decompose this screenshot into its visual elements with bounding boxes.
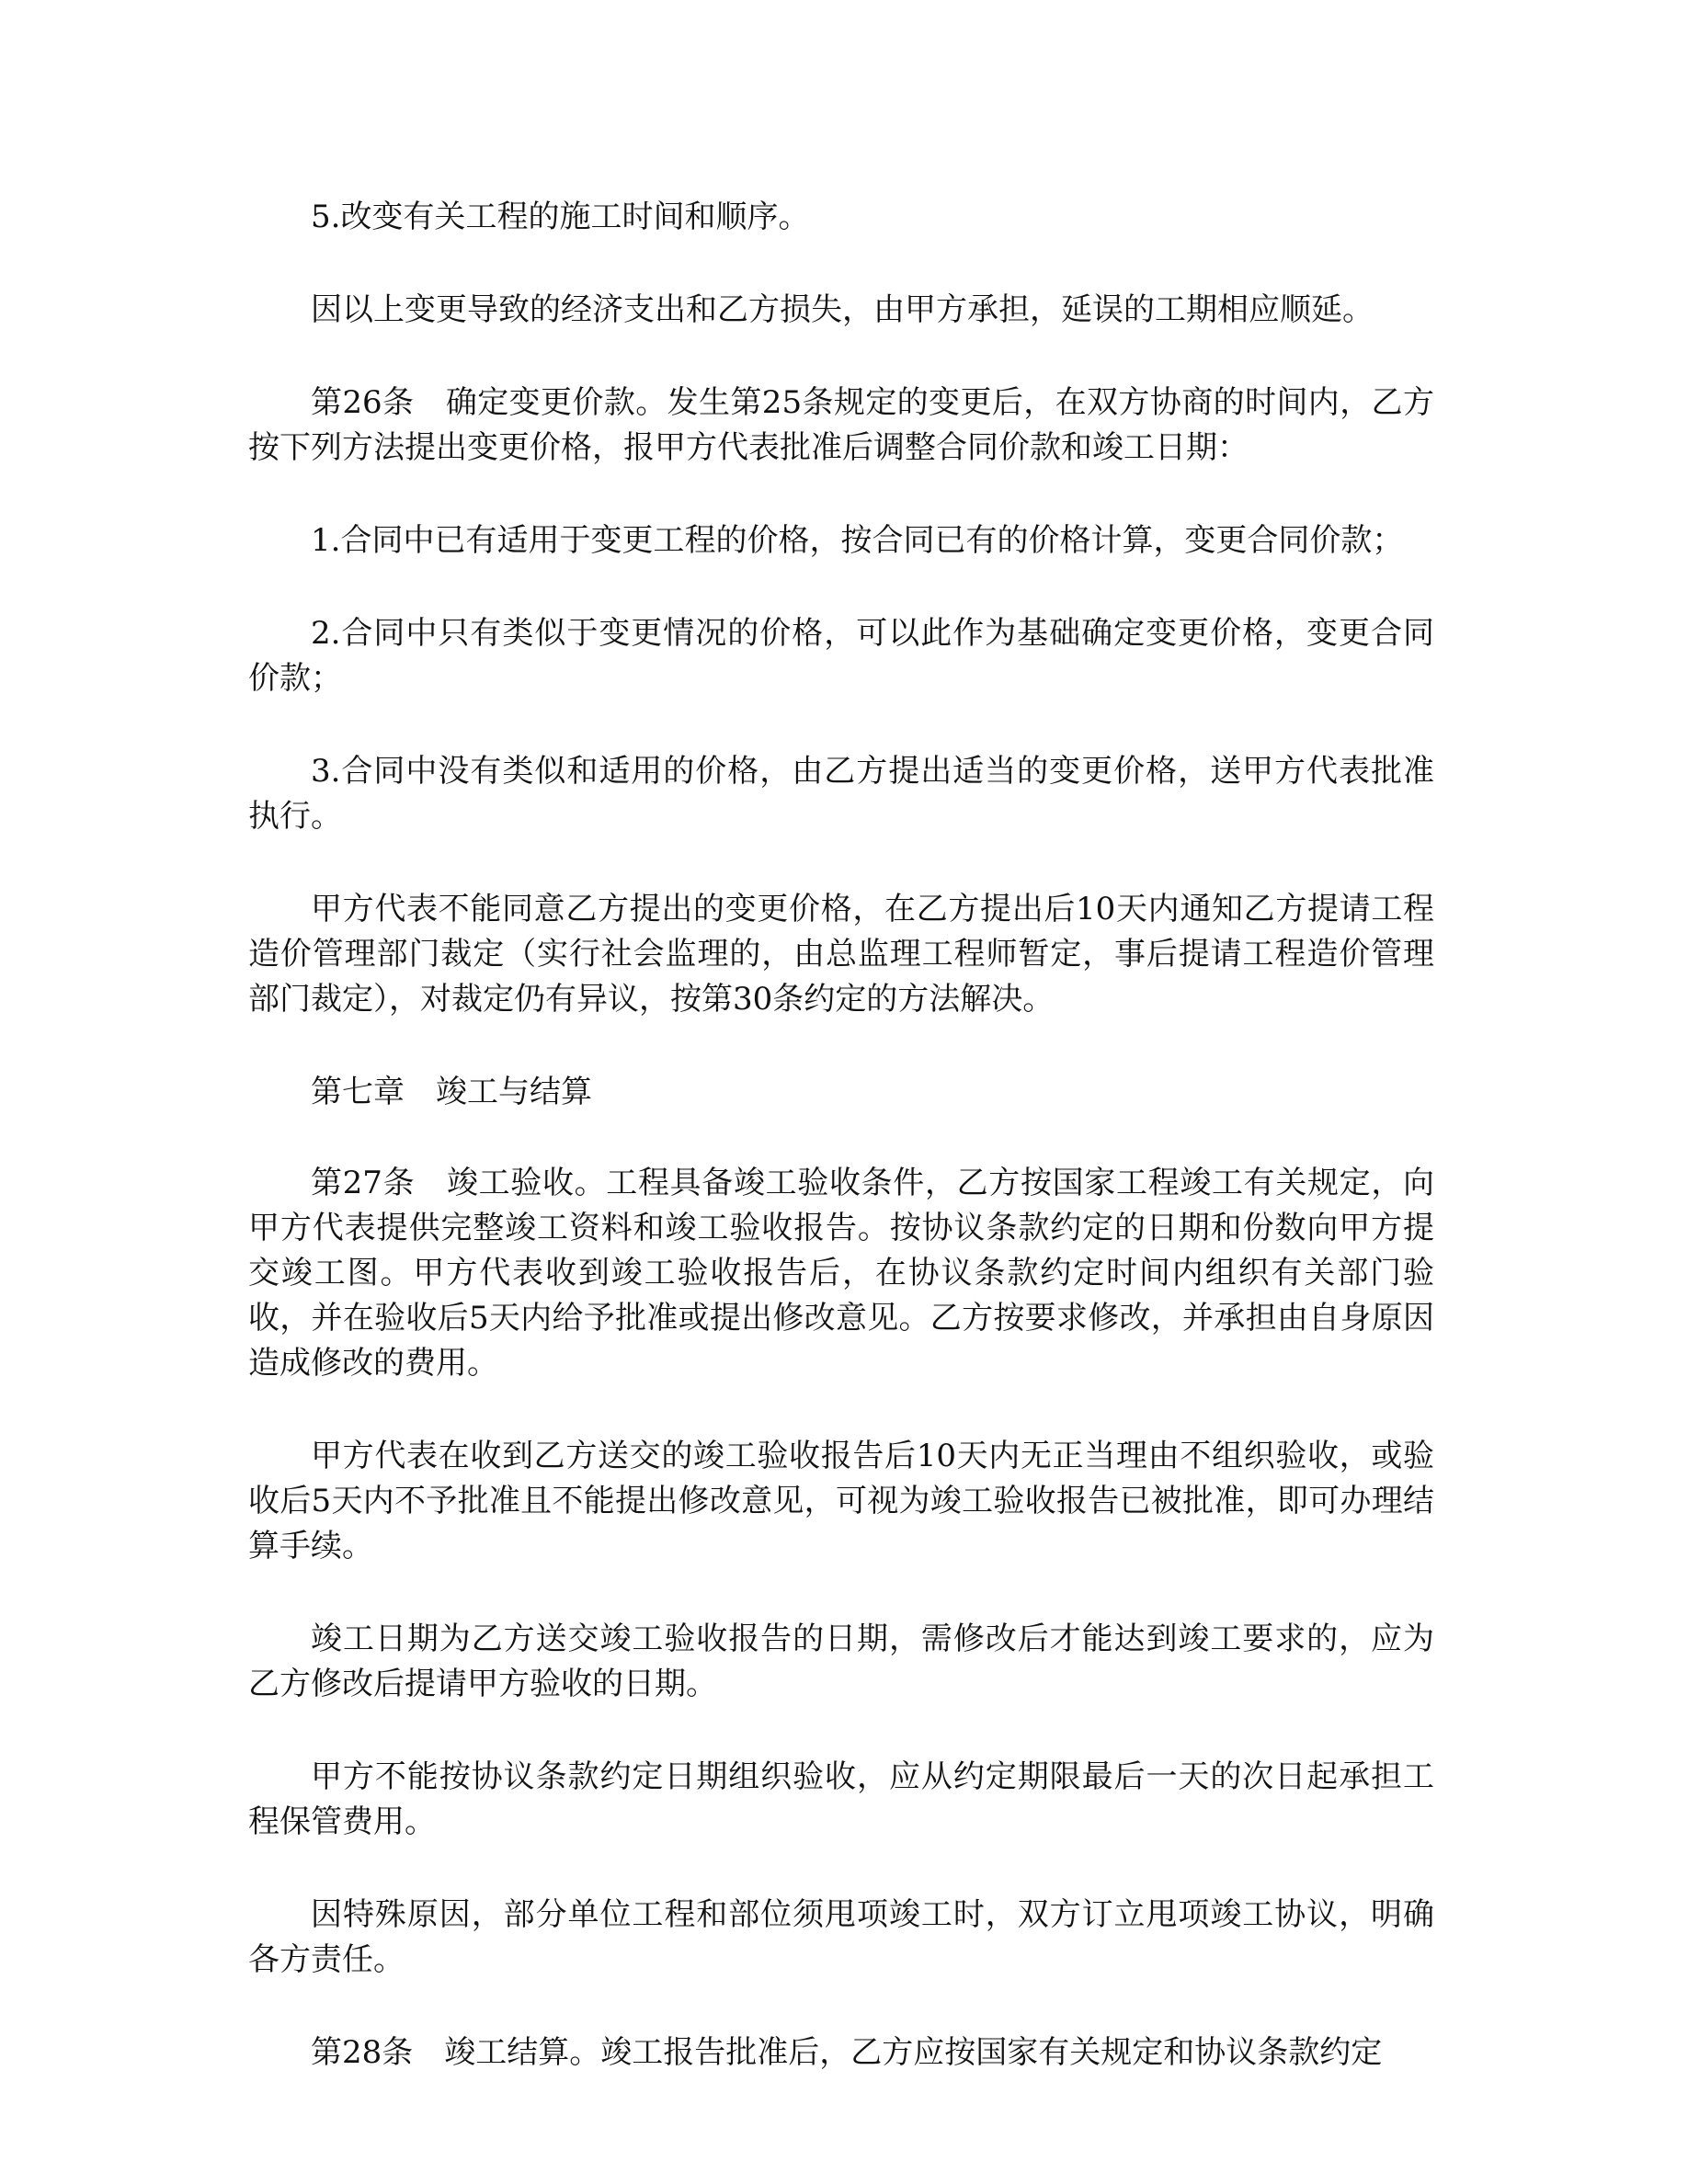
paragraph-article-28: 第28条 竣工结算。竣工报告批准后，乙方应按国家有关规定和协议条款约定 [311, 2034, 1383, 2071]
paragraph-completion-date: 竣工日期为乙方送交竣工验收报告的日期，需修改后才能达到竣工要求的，应为乙方修改后提请甲方验收的日期。 [248, 1621, 1434, 1702]
paragraph-item-5: 5.改变有关工程的施工时间和顺序。 [311, 199, 810, 235]
paragraph-method-3: 3.合同中没有类似和适用的价格，由乙方提出适当的变更价格，送甲方代表批准执行。 [248, 753, 1434, 835]
chapter-heading-7: 第七章 竣工与结算 [311, 1074, 592, 1110]
document-body [248, 195, 1434, 2123]
paragraph-price-dispute: 甲方代表不能同意乙方提出的变更价格，在乙方提出后10天内通知乙方提请工程造价管理部门裁定（实行社会监理的，由总监理工程师暂定，事后提请工程造价管理部门裁定），对裁定仍有异议，按第30条约定的方法解决。 [248, 891, 1434, 1018]
paragraph-article-27: 第27条 竣工验收。工程具备竣工验收条件，乙方按国家工程竣工有关规定，向甲方代表提供完整竣工资料和竣工验收报告。按协议条款约定的日期和份数向甲方提交竣工图。甲方代表收到竣工验收报告后，在协议条款约定时间内组织有关部门验收，并在验收后5天内给予批准或提出修改意见。乙方按要求修改，并承担由自身原因造成修改的费用。 [248, 1165, 1434, 1382]
paragraph-method-2: 2.合同中只有类似于变更情况的价格，可以此作为基础确定变更价格，变更合同价款； [248, 615, 1434, 697]
paragraph-change-losses: 因以上变更导致的经济支出和乙方损失，由甲方承担，延误的工期相应顺延。 [311, 291, 1374, 328]
paragraph-partial-completion: 因特殊原因，部分单位工程和部位须甩项竣工时，双方订立甩项竣工协议，明确各方责任。 [248, 1896, 1434, 1978]
paragraph-acceptance-deadline: 甲方代表在收到乙方送交的竣工验收报告后10天内无正当理由不组织验收，或验收后5天内不予批准且不能提出修改意见，可视为竣工验收报告已被批准，即可办理结算手续。 [248, 1438, 1434, 1564]
paragraph-article-26: 第26条 确定变更价款。发生第25条规定的变更后，在双方协商的时间内，乙方按下列方法提出变更价格，报甲方代表批准后调整合同价款和竣工日期： [248, 384, 1434, 466]
paragraph-storage-cost: 甲方不能按协议条款约定日期组织验收，应从约定期限最后一天的次日起承担工程保管费用。 [248, 1758, 1434, 1840]
paragraph-method-1: 1.合同中已有适用于变更工程的价格，按合同已有的价格计算，变更合同价款； [311, 522, 1404, 559]
